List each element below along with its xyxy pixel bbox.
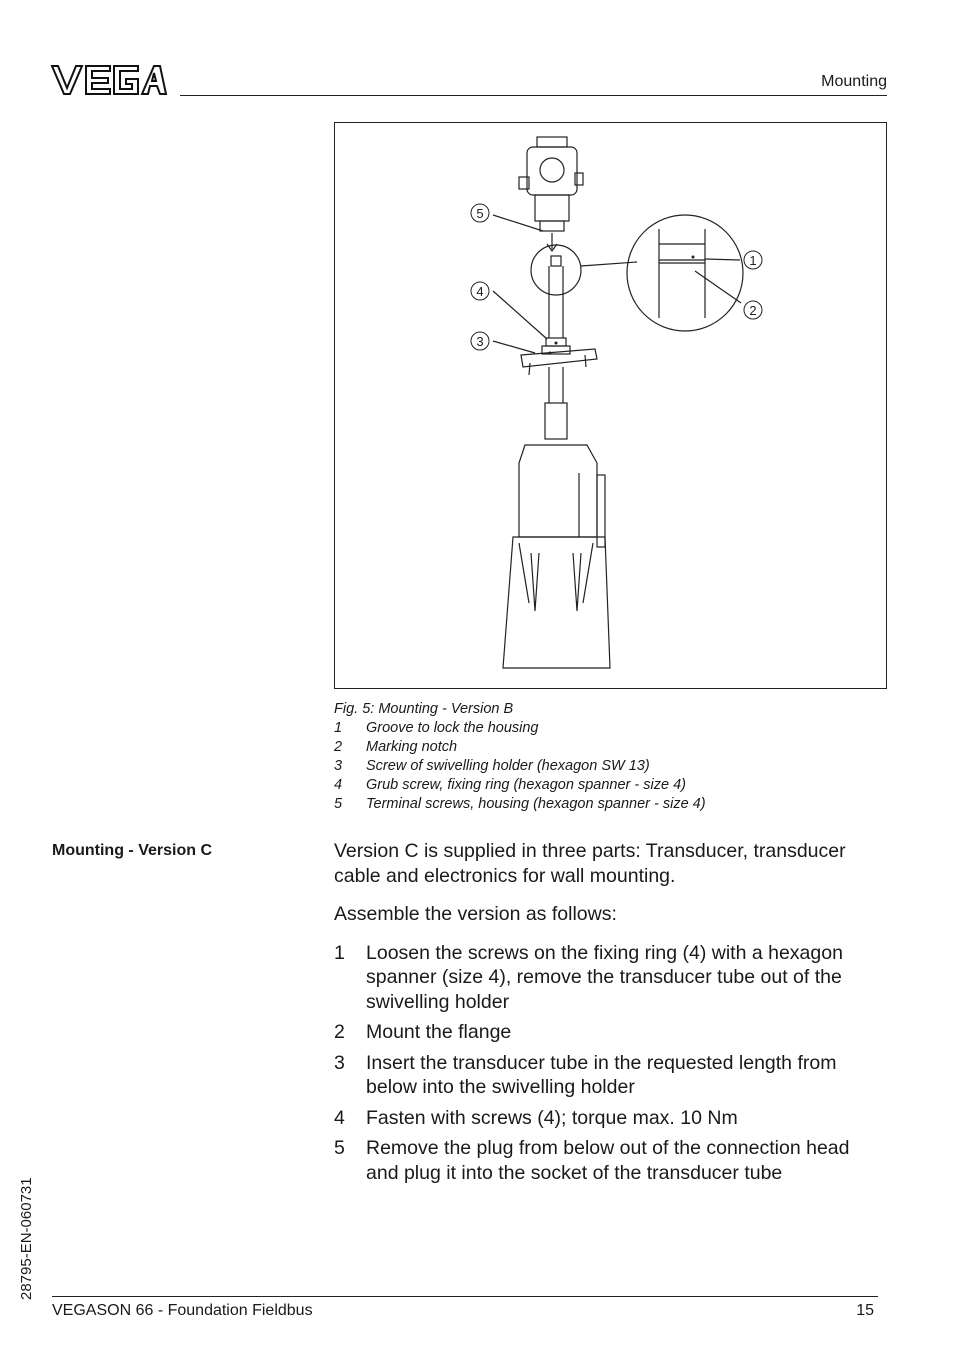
transducer-body	[519, 445, 597, 537]
step-number: 5	[334, 1137, 345, 1159]
step-text: Loosen the screws on the fixing ring (4) with a hexagon spanner (size 4), remove the transducer tube out of the swivelling holder	[366, 941, 843, 1013]
legend-item	[334, 719, 706, 738]
step-item	[334, 1020, 879, 1045]
assembly-steps	[334, 941, 879, 1186]
legend-number: 2	[334, 739, 343, 755]
step-number: 2	[334, 1021, 345, 1043]
transducer-bracket	[597, 475, 605, 547]
figure-frame	[334, 122, 887, 689]
legend-number: 5	[334, 796, 343, 812]
housing-body	[527, 147, 577, 195]
detail-circle-small	[531, 245, 581, 295]
header-section-title: Mounting	[821, 73, 887, 90]
callout-4: 4	[476, 284, 484, 299]
legend-text: Terminal screws, housing (hexagon spanner - size 4)	[366, 796, 706, 812]
detail-circle-large	[627, 215, 743, 331]
step-number: 1	[334, 941, 345, 964]
legend-number: 3	[334, 758, 343, 774]
figure-caption	[334, 700, 706, 814]
intro-paragraph: Version C is supplied in three parts: Transducer, transducer cable and electronics for wall mounting.	[334, 840, 846, 887]
legend-text: Groove to lock the housing	[366, 720, 539, 736]
lead-paragraph: Assemble the version as follows:	[334, 903, 617, 925]
step-item	[334, 1106, 879, 1131]
housing-side-plug	[575, 173, 583, 185]
legend-item	[334, 738, 706, 757]
legend-item	[334, 757, 706, 776]
legend-text: Marking notch	[366, 739, 458, 755]
header-divider	[180, 95, 887, 96]
step-number: 3	[334, 1051, 345, 1074]
step-text: Fasten with screws (4); torque max. 10 Nm	[366, 1106, 738, 1129]
step-text: Insert the transducer tube in the requested length from below into the swivelling holder	[366, 1051, 837, 1098]
horn-antenna	[503, 537, 610, 668]
legend-number: 1	[334, 720, 343, 736]
callout-1: 1	[749, 253, 757, 268]
mounting-drawing	[335, 123, 886, 688]
legend-item	[334, 776, 706, 795]
caption-title: Fig. 5: Mounting - Version B	[334, 701, 514, 717]
callout-3: 3	[476, 334, 484, 349]
tube-top	[551, 256, 561, 266]
vega-logo	[50, 62, 168, 98]
footer-divider	[52, 1296, 878, 1297]
step-item	[334, 941, 879, 1015]
section-body	[334, 839, 879, 1191]
housing-base	[540, 221, 564, 231]
section-heading: Mounting - Version C	[52, 842, 212, 859]
step-text: Remove the plug from below out of the connection head and plug it into the socket of the transducer tube	[366, 1137, 850, 1184]
legend-text: Grub screw, fixing ring (hexagon spanner - size 4)	[366, 777, 686, 793]
legend-item	[334, 795, 706, 814]
legend-number: 4	[334, 777, 343, 793]
housing-window	[540, 158, 564, 182]
page-number: 15	[856, 1302, 874, 1319]
footer-title: VEGASON 66 - Foundation Fieldbus	[52, 1302, 313, 1319]
callout-5: 5	[476, 206, 484, 221]
housing-top-cap	[537, 137, 567, 147]
document-id: 28795-EN-060731	[18, 1177, 35, 1300]
callout-2: 2	[749, 303, 757, 318]
step-text: Mount the flange	[366, 1021, 512, 1043]
legend-text: Screw of swivelling holder (hexagon SW 13)	[366, 758, 650, 774]
step-number: 4	[334, 1106, 345, 1129]
step-item	[334, 1136, 879, 1185]
housing-neck	[535, 195, 569, 221]
step-item	[334, 1051, 879, 1100]
